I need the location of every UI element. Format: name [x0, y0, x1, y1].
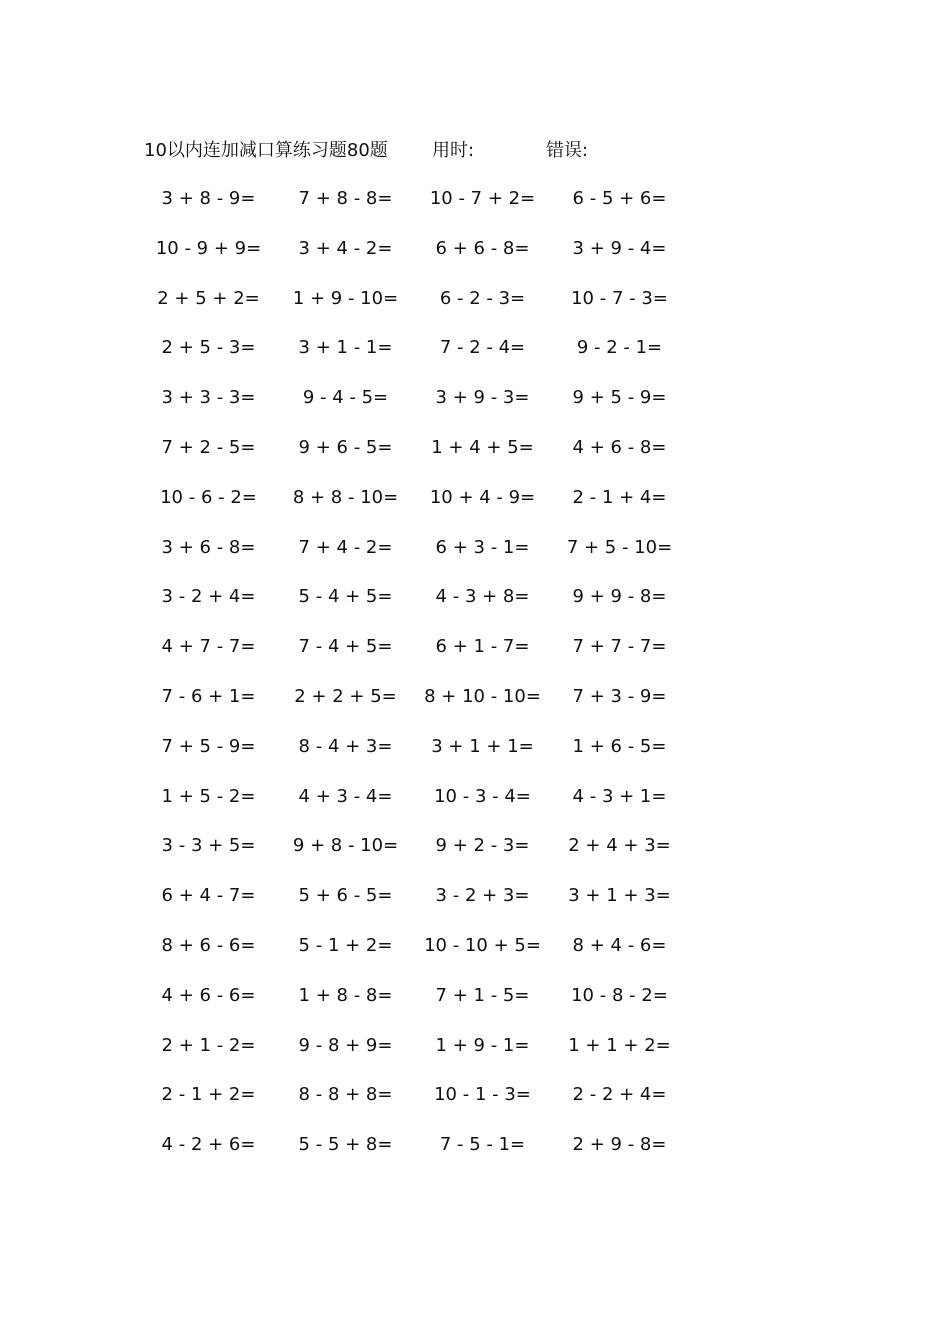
problem-item: 2 + 4 + 3= — [568, 835, 671, 857]
problem-item: 8 + 10 - 10= — [424, 685, 541, 707]
problem-item: 3 + 4 - 2= — [298, 237, 393, 259]
problem-item: 8 - 4 + 3= — [298, 735, 393, 757]
problem-row — [140, 385, 700, 435]
problem-item: 7 - 5 - 1= — [439, 1134, 526, 1156]
problem-item: 7 + 5 - 10= — [566, 536, 673, 558]
problem-item: 1 + 8 - 8= — [298, 984, 393, 1006]
problem-item: 10 - 7 + 2= — [429, 188, 536, 209]
problem-item: 8 + 8 - 10= — [292, 486, 399, 508]
problem-item: 2 - 1 + 2= — [161, 1084, 256, 1106]
problem-item: 3 - 2 + 4= — [161, 586, 256, 608]
problem-item: 2 + 5 + 2= — [157, 287, 260, 309]
problem-item: 7 + 1 - 5= — [435, 984, 530, 1006]
problem-item: 10 - 9 + 9= — [155, 237, 262, 259]
problem-row — [140, 784, 700, 834]
problem-item: 9 - 4 - 5= — [302, 387, 389, 409]
problem-item: 2 - 1 + 4= — [572, 486, 667, 508]
problem-item: 3 + 1 + 3= — [568, 885, 671, 907]
problem-item: 7 - 4 + 5= — [298, 636, 393, 658]
problem-item: 3 + 3 - 3= — [161, 387, 256, 409]
problem-item: 4 + 7 - 7= — [161, 636, 256, 658]
problem-item: 3 + 6 - 8= — [161, 536, 256, 558]
problem-item: 9 + 8 - 10= — [292, 835, 399, 857]
problem-item: 7 + 7 - 7= — [572, 636, 667, 658]
problem-item: 7 - 6 + 1= — [161, 685, 256, 707]
problem-row — [140, 1082, 700, 1132]
problem-item: 7 + 5 - 9= — [161, 735, 256, 757]
problem-item: 6 + 6 - 8= — [435, 237, 530, 259]
problem-item: 2 + 2 + 5= — [294, 685, 397, 707]
worksheet-header — [144, 138, 784, 164]
problem-row — [140, 983, 700, 1033]
problem-row — [140, 485, 700, 535]
problem-item: 2 + 5 - 3= — [161, 337, 256, 359]
problem-item: 4 - 3 + 8= — [435, 586, 530, 608]
problem-item: 6 - 2 - 3= — [439, 287, 526, 309]
problem-item: 10 + 4 - 9= — [429, 486, 536, 508]
problem-row — [140, 634, 700, 684]
problem-item: 5 - 1 + 2= — [298, 934, 393, 956]
problem-row — [140, 186, 700, 236]
problem-item: 5 + 6 - 5= — [298, 885, 393, 907]
problem-item: 8 + 6 - 6= — [161, 934, 256, 956]
problem-item: 10 - 8 - 2= — [571, 984, 668, 1006]
problem-item: 9 + 9 - 8= — [572, 586, 667, 608]
problem-item: 3 + 9 - 4= — [572, 237, 667, 259]
problem-row — [140, 584, 700, 634]
problem-grid — [140, 186, 700, 1182]
problem-row — [140, 933, 700, 983]
problem-item: 7 + 4 - 2= — [298, 536, 393, 558]
problem-item: 9 + 6 - 5= — [298, 436, 393, 458]
problem-item: 10 - 7 - 3= — [571, 287, 668, 309]
problem-item: 4 + 6 - 8= — [572, 436, 667, 458]
problem-item: 7 + 8 - 8= — [298, 188, 393, 209]
problem-row — [140, 236, 700, 286]
problem-item: 10 - 3 - 4= — [434, 785, 531, 807]
problem-item: 1 + 1 + 2= — [568, 1034, 671, 1056]
problem-item: 4 - 3 + 1= — [572, 785, 667, 807]
problem-item: 4 - 2 + 6= — [161, 1134, 256, 1156]
problem-row — [140, 335, 700, 385]
problem-item: 5 - 5 + 8= — [298, 1134, 393, 1156]
problem-row — [140, 535, 700, 585]
problem-item: 10 - 6 - 2= — [160, 486, 257, 508]
problem-row — [140, 286, 700, 336]
problem-item: 6 + 1 - 7= — [435, 636, 530, 658]
problem-item: 8 + 4 - 6= — [572, 934, 667, 956]
problem-item: 3 + 9 - 3= — [435, 387, 530, 409]
problem-item: 6 + 3 - 1= — [435, 536, 530, 558]
problem-item: 1 + 5 - 2= — [161, 785, 256, 807]
problem-row — [140, 833, 700, 883]
problem-item: 1 + 4 + 5= — [431, 436, 534, 458]
problem-item: 1 + 9 - 1= — [435, 1034, 530, 1056]
problem-item: 1 + 9 - 10= — [292, 287, 399, 309]
problem-item: 2 + 1 - 2= — [161, 1034, 256, 1056]
problem-item: 2 - 2 + 4= — [572, 1084, 667, 1106]
problem-item: 9 + 5 - 9= — [572, 387, 667, 409]
problem-row — [140, 1132, 700, 1182]
problem-item: 3 - 2 + 3= — [435, 885, 530, 907]
problem-item: 3 + 1 + 1= — [431, 735, 534, 757]
problem-item: 5 - 4 + 5= — [298, 586, 393, 608]
page-title: 10以内连加减口算练习题80题 — [144, 140, 388, 161]
problem-row — [140, 1033, 700, 1083]
problem-item: 7 + 3 - 9= — [572, 685, 667, 707]
problem-item: 3 - 3 + 5= — [161, 835, 256, 857]
problem-row — [140, 734, 700, 784]
problem-item: 4 + 3 - 4= — [298, 785, 393, 807]
problem-item: 10 - 10 + 5= — [424, 934, 541, 956]
problem-item: 7 + 2 - 5= — [161, 436, 256, 458]
problem-item: 9 - 8 + 9= — [298, 1034, 393, 1056]
problem-item: 2 + 9 - 8= — [572, 1134, 667, 1156]
problem-row — [140, 684, 700, 734]
time-label: 用时: — [432, 140, 475, 161]
problem-item: 1 + 6 - 5= — [572, 735, 667, 757]
problem-item: 6 - 5 + 6= — [572, 188, 667, 209]
problem-item: 3 + 8 - 9= — [161, 188, 256, 209]
problem-item: 6 + 4 - 7= — [161, 885, 256, 907]
problem-item: 9 - 2 - 1= — [576, 337, 663, 359]
problem-row — [140, 435, 700, 485]
errors-label: 错误: — [546, 140, 589, 161]
problem-row — [140, 883, 700, 933]
problem-item: 7 - 2 - 4= — [439, 337, 526, 359]
problem-item: 10 - 1 - 3= — [434, 1084, 531, 1106]
problem-item: 8 - 8 + 8= — [298, 1084, 393, 1106]
problem-item: 9 + 2 - 3= — [435, 835, 530, 857]
problem-item: 4 + 6 - 6= — [161, 984, 256, 1006]
problem-item: 3 + 1 - 1= — [298, 337, 393, 359]
